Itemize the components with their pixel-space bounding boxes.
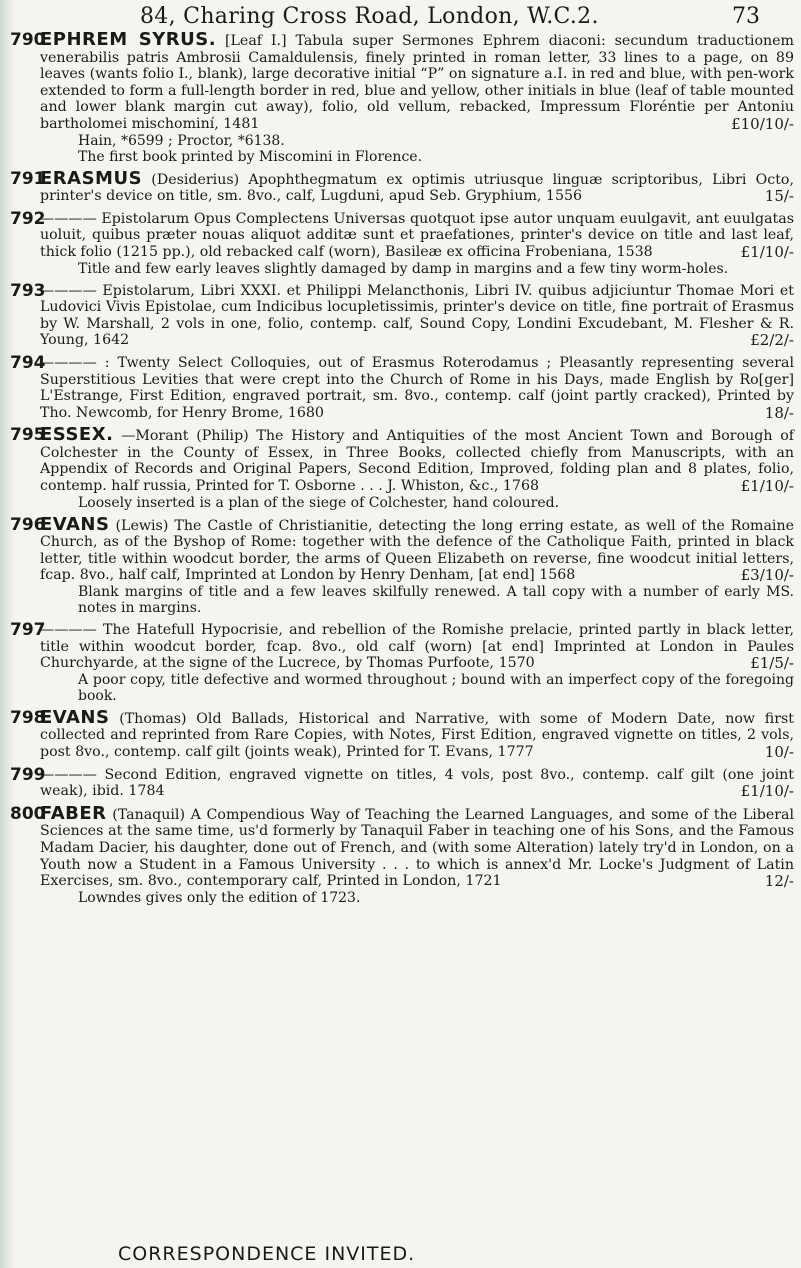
entry-description: (Lewis) The Castle of Christianitie, detecting the long erring estate, as well of the Romaine Church, as of the Byshop of Rome: together with the defence of the Catholique Faith, printed in black letter, title within woodcut border, the arms of Queen Elizabeth on reverse, fine woodcut initial letters, fcap. 8vo., half calf, Imprinted at London by Henry Denham, [at end] 1568 [40,517,794,584]
catalogue-entry [10,706,794,761]
entry-author: FABER [40,802,107,824]
entry-price: £10/10/- [731,114,794,133]
entry-note: Blank margins of title and a few leaves skilfully renewed. A tall copy with a number of early MS. notes in margins. [78,584,794,617]
entry-description: ———— Epistolarum Opus Complectens Universas quotquot ipse autor unquam euulgavit, ant euulgatas uoluit, quibus præter nouas aliquot additæ sunt et praefationes, printer's device on title and last leaf, thick folio (1215 pp.), old rebacked calf (worn), Basileæ ex officina Frobeniana, 1538 [40,210,794,260]
entry-description: ———— Second Edition, engraved vignette on titles, 4 vols, post 8vo., contemp. calf gilt (one joint weak), ibid. 1784 [40,766,794,800]
entry-number: 794 [10,352,46,373]
catalogue-entry [10,424,794,511]
entry-price: 15/- [764,187,794,206]
entry-price: 18/- [764,403,794,422]
catalogue-entry [10,167,794,206]
entry-number: 790 [10,30,46,50]
header-address: 84, Charing Cross Road, London, W.C.2. [140,4,599,29]
entry-description: ———— Epistolarum, Libri XXXI. et Philippi Melancthonis, Libri IV. quibus adjiciuntur Thomae Mori et Ludovici Vivis Epistolae, cum Indicibus locupletissimis, printer's device on title, fine portrait of Erasmus by W. Marshall, 2 vols in one, folio, contemp. calf, Sound Copy, Londini Excudebant, M. Flesher & R. Young, 1642 [40,282,794,349]
entry-price: £1/10/- [740,477,794,496]
entry-note: Loosely inserted is a plan of the siege of Colchester, hand coloured. [78,494,560,511]
catalogue-entry [10,280,794,350]
catalogue-entry [10,352,794,422]
entry-author: EPHREM SYRUS. [40,29,217,50]
entry-number: 793 [10,280,46,301]
entry-number: 791 [10,168,46,189]
entry-note: A poor copy, title defective and wormed throughout ; bound with an imperfect copy of the foregoing book. [78,671,794,704]
entry-price: £1/10/- [740,782,794,801]
page-number: 73 [732,4,760,29]
entry-number: 795 [10,425,46,446]
entry-description: (Desiderius) Apophthegmatum ex optimis utriusque linguæ scriptoribus, Libri Octo, printer's device on title, sm. 8vo., calf, Lugduni, apud Seb. Gryphium, 1556 [40,171,794,205]
entry-author: ERASMUS [40,167,143,189]
entry-price: £2/2/- [750,331,794,350]
catalogue-entry [10,513,794,617]
entry-number: 799 [10,764,46,785]
catalogue-entry [10,208,794,277]
entry-author: ESSEX. [40,424,114,446]
catalogue-entry [10,802,794,906]
catalogue-entry [10,29,794,165]
catalogue-entry [10,622,794,704]
footer-correspondence: CORRESPONDENCE INVITED. [118,1243,416,1265]
entry-description: —Morant (Philip) The History and Antiquities of the most Ancient Town and Borough of Colchester in the County of Essex, in Three Books, collected chiefly from Manuscripts, with an Appendix of Records and Original Papers, Second Edition, Improved, folding plan and 8 plates, folio, contemp. half russia, Printed for T. Osborne . . . J. Whiston, &c., 1768 [40,428,794,495]
entry-number: 797 [10,620,46,641]
entry-price: £1/10/- [740,242,794,261]
entry-note: Lowndes gives only the edition of 1723. [78,889,361,906]
entry-price: 10/- [764,743,794,761]
entry-author: EVANS [40,706,110,728]
entry-price: £3/10/- [740,566,794,585]
entry-description: (Tanaquil) A Compendious Way of Teaching the Learned Languages, and some of the Liberal Sciences at the same time, us'd formerly by Tanaquil Faber in teaching one of his Sons, and the Famous Madam Dacier, his daughter, done out of French, and (with some Alteration) lately try'd in London, on a Youth now a Student in a Famous University . . . to which is annex'd Mr. Locke's Judgment of Latin Exercises, sm. 8vo., contemporary calf, Printed in London, 1721 [40,806,794,890]
entry-description: ———— The Hatefull Hypocrisie, and rebellion of the Romishe prelacie, printed partly in black letter, title within woodcut border, fcap. 8vo., old calf (worn) [at end] Imprinted at London in Paules Churchyarde, at the signe of the Lucrece, by Thomas Purfoote, 1570 [40,622,794,672]
entry-price: £1/5/- [750,654,794,673]
entry-price: 12/- [764,872,794,891]
entry-number: 796 [10,514,46,535]
entry-note: Hain, *6599 ; Proctor, *6138. The first book printed by Miscomini in Florence. [78,132,423,165]
entry-description: ———— : Twenty Select Colloquies, out of Erasmus Roterodamus ; Pleasantly representing several Superstitious Levities that were crept into the Church of Rome in his Days, made English by Ro[ger] L'Estrange, First Edition, engraved portrait, sm. 8vo., contemp. calf (joint partly cracked), Printed by Tho. Newcomb, for Henry Brome, 1680 [40,354,794,421]
entry-description: [Leaf I.] Tabula super Sermones Ephrem diaconi: secundum traductionem venerabilis patris Ambrosii Camaldulensis, finely printed in roman letter, 33 lines to a page, on 89 leaves (wants folio I., blank), large decorative initial “P” on signature a.I. in red and blue, with pen-work extended to form a full-length border in red, blue and yellow, other initials in blue (leaf of table mounted and lower blank margin cut away), folio, old vellum, rebacked, Impressum Floréntie per Antoniu bartholomei mischominí, 1481 [40,33,794,132]
entry-description: (Thomas) Old Ballads, Historical and Narrative, with some of Modern Date, now first collected and reprinted from Rare Copies, with Notes, First Edition, engraved vignette on titles, 2 vols, post 8vo., contemp. calf gilt (joints weak), Printed for T. Evans, 1777 [40,710,794,760]
entry-number: 800 [10,803,46,824]
catalogue-entry [10,764,794,801]
entry-author: EVANS [40,513,110,535]
entry-number: 792 [10,208,46,229]
entry-number: 798 [10,707,46,728]
catalogue-entries [10,29,794,912]
entry-note: Title and few early leaves slightly damaged by damp in margins and a few tiny worm-holes. [78,260,729,277]
